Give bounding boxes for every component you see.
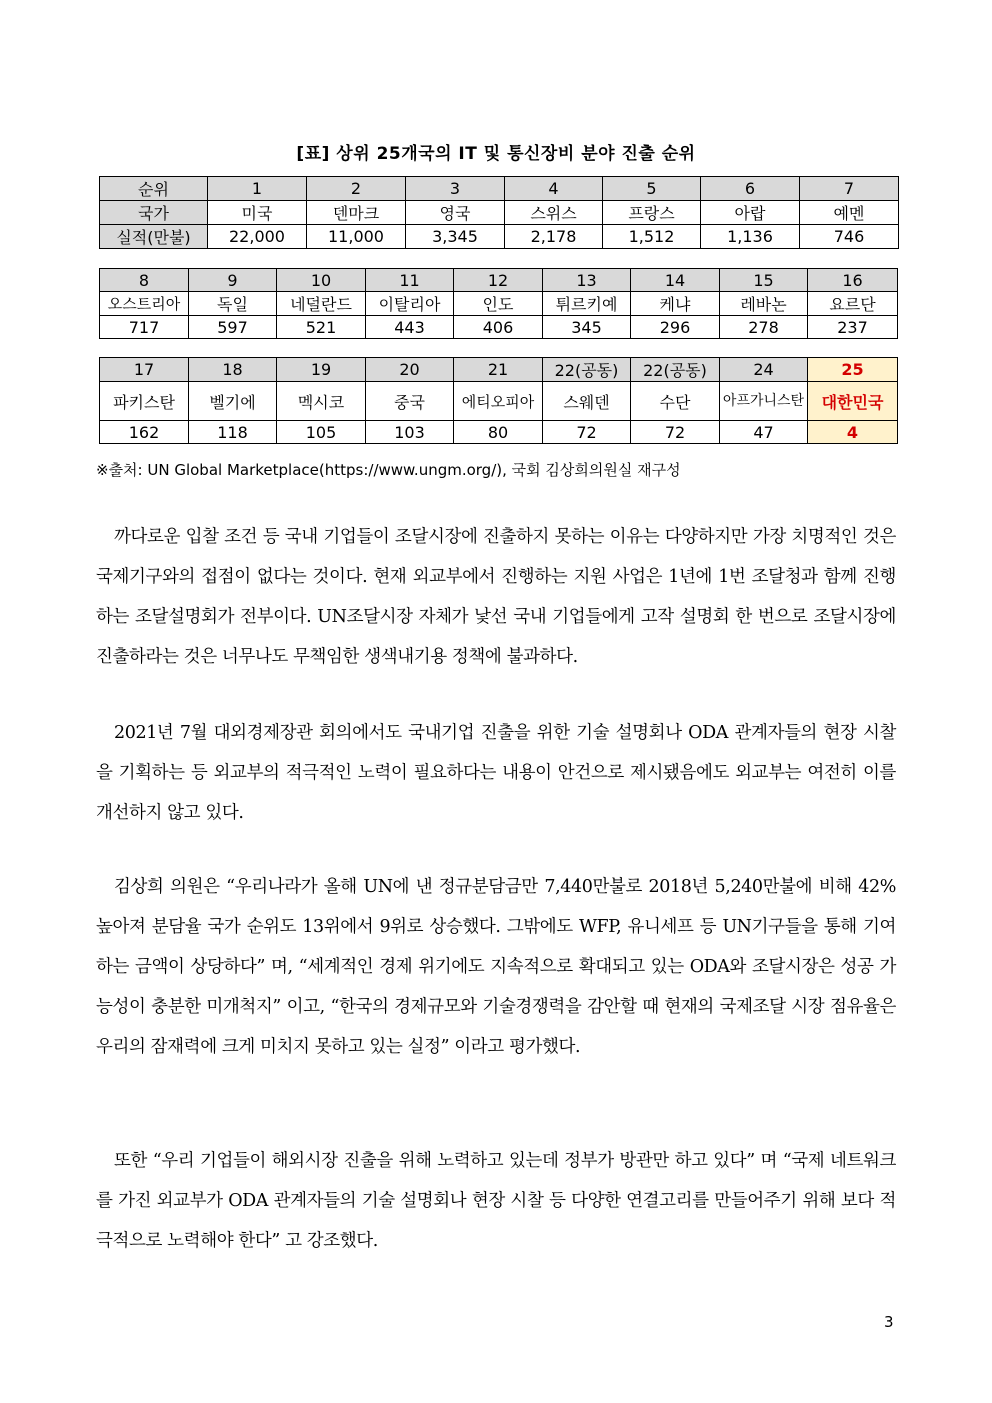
value-cell: 80	[454, 421, 543, 444]
paragraph-text: 또한 “우리 기업들이 해외시장 진출을 위해 노력하고 있는데 정부가 방관만 하고 있다” 며 “국제 네트워크를 가진 외교부가 ODA 관계자들의 기술 설명회나 현장 시찰 등 다양한 연결고리를 만들어주기 위해 보다 적극적으로 노력해야 한다” 고 강조했다.	[96, 1151, 896, 1251]
value-cell: 443	[366, 316, 454, 339]
rank-table-3	[99, 357, 898, 444]
country-cell: 요르단	[808, 292, 898, 316]
rank-header: 순위	[100, 177, 208, 201]
rank-cell: 17	[100, 358, 189, 382]
value-cell: 3,345	[406, 225, 505, 249]
country-cell-highlight: 대한민국	[808, 382, 898, 421]
country-cell: 독일	[189, 292, 277, 316]
country-cell: 스웨덴	[543, 382, 631, 421]
paragraph	[96, 1141, 896, 1261]
country-cell: 케냐	[631, 292, 720, 316]
value-cell: 521	[277, 316, 366, 339]
paragraph	[96, 867, 896, 1067]
value-cell: 47	[720, 421, 808, 444]
rank-cell: 24	[720, 358, 808, 382]
paragraph	[96, 517, 896, 677]
rank-cell: 13	[543, 269, 631, 292]
value-cell: 103	[366, 421, 454, 444]
country-cell: 덴마크	[307, 201, 406, 225]
value-cell: 278	[720, 316, 808, 339]
value-row	[100, 225, 899, 249]
value-cell: 72	[543, 421, 631, 444]
country-cell: 인도	[454, 292, 543, 316]
country-row	[100, 292, 898, 316]
value-cell: 345	[543, 316, 631, 339]
rank-table-1	[99, 176, 899, 249]
rank-cell: 4	[505, 177, 603, 201]
value-cell: 2,178	[505, 225, 603, 249]
rank-row	[100, 177, 899, 201]
paragraph-text: 까다로운 입찰 조건 등 국내 기업들이 조달시장에 진출하지 못하는 이유는 다양하지만 가장 치명적인 것은 국제기구와의 접점이 없다는 것이다. 현재 외교부에서 진행하는 지원 사업은 1년에 1번 조달청과 함께 진행하는 조달설명회가 전부이다. UN조달시장 자체가 낯선 국내 기업들에게 고작 설명회 한 번으로 조달시장에 진출하라는 것은 너무나도 무책임한 생색내기용 정책에 불과하다.	[96, 527, 896, 667]
value-cell: 22,000	[208, 225, 307, 249]
country-cell: 수단	[631, 382, 720, 421]
rank-row	[100, 269, 898, 292]
value-cell: 105	[277, 421, 366, 444]
country-cell: 아랍	[701, 201, 800, 225]
rank-table-2	[99, 268, 898, 339]
paragraph-text: 2021년 7월 대외경제장관 회의에서도 국내기업 진출을 위한 기술 설명회나 ODA 관계자들의 현장 시찰을 기획하는 등 외교부의 적극적인 노력이 필요하다는 내용이 안건으로 제시됐음에도 외교부는 여전히 이를 개선하지 않고 있다.	[96, 723, 896, 823]
paragraph	[96, 713, 896, 833]
country-cell: 멕시코	[277, 382, 366, 421]
country-cell: 레바논	[720, 292, 808, 316]
country-cell: 에티오피아	[454, 382, 543, 421]
country-cell: 미국	[208, 201, 307, 225]
rank-cell-highlight: 25	[808, 358, 898, 382]
rank-cell: 22(공동)	[631, 358, 720, 382]
paragraph-text: 김상희 의원은 “우리나라가 올해 UN에 낸 정규분담금만 7,440만불로 2018년 5,240만불에 비해 42% 높아져 분담율 국가 순위도 13위에서 9위로 상승했다. 그밖에도 WFP, 유니세프 등 UN기구들을 통해 기여하는 금액이 상당하다” 며, “세계적인 경제 위기에도 지속적으로 확대되고 있는 ODA와 조달시장은 성공 가능성이 충분한 미개척지” 이고, “한국의 경제규모와 기술경쟁력을 감안할 때 현재의 국제조달 시장 점유율은 우리의 잠재력에 크게 미치지 못하고 있는 실정” 이라고 평가했다.	[96, 877, 896, 1057]
rank-cell: 12	[454, 269, 543, 292]
rank-cell: 18	[189, 358, 277, 382]
rank-cell: 20	[366, 358, 454, 382]
rank-cell: 7	[800, 177, 899, 201]
country-row	[100, 201, 899, 225]
rank-cell: 11	[366, 269, 454, 292]
value-cell: 296	[631, 316, 720, 339]
country-cell: 튀르키예	[543, 292, 631, 316]
rank-cell: 2	[307, 177, 406, 201]
value-cell: 72	[631, 421, 720, 444]
rank-cell: 22(공동)	[543, 358, 631, 382]
rank-cell: 3	[406, 177, 505, 201]
country-cell: 예멘	[800, 201, 899, 225]
country-row	[100, 382, 898, 421]
value-cell: 746	[800, 225, 899, 249]
rank-cell: 10	[277, 269, 366, 292]
page-number: 3	[884, 1313, 894, 1331]
value-cell: 1,512	[603, 225, 701, 249]
rank-cell: 5	[603, 177, 701, 201]
country-cell: 프랑스	[603, 201, 701, 225]
value-cell: 597	[189, 316, 277, 339]
rank-cell: 15	[720, 269, 808, 292]
rank-cell: 19	[277, 358, 366, 382]
value-cell: 406	[454, 316, 543, 339]
value-cell: 162	[100, 421, 189, 444]
country-cell: 아프가니스탄	[720, 382, 808, 421]
value-cell: 717	[100, 316, 189, 339]
country-cell: 이탈리아	[366, 292, 454, 316]
value-cell: 118	[189, 421, 277, 444]
country-cell: 벨기에	[189, 382, 277, 421]
value-cell: 11,000	[307, 225, 406, 249]
country-cell: 파키스탄	[100, 382, 189, 421]
value-row	[100, 421, 898, 444]
source-note: ※출처: UN Global Marketplace(https://www.ungm.org/), 국회 김상희의원실 재구성	[96, 461, 681, 479]
rank-cell: 16	[808, 269, 898, 292]
country-cell: 네덜란드	[277, 292, 366, 316]
rank-row	[100, 358, 898, 382]
rank-cell: 14	[631, 269, 720, 292]
country-cell: 오스트리아	[100, 292, 189, 316]
country-cell: 중국	[366, 382, 454, 421]
value-header: 실적(만불)	[100, 225, 208, 249]
value-cell: 1,136	[701, 225, 800, 249]
country-header: 국가	[100, 201, 208, 225]
rank-cell: 8	[100, 269, 189, 292]
country-cell: 영국	[406, 201, 505, 225]
value-cell-highlight: 4	[808, 421, 898, 444]
table-title: [표] 상위 25개국의 IT 및 통신장비 분야 진출 순위	[296, 144, 696, 164]
value-row	[100, 316, 898, 339]
rank-cell: 21	[454, 358, 543, 382]
rank-cell: 1	[208, 177, 307, 201]
rank-cell: 6	[701, 177, 800, 201]
country-cell: 스위스	[505, 201, 603, 225]
rank-cell: 9	[189, 269, 277, 292]
value-cell: 237	[808, 316, 898, 339]
